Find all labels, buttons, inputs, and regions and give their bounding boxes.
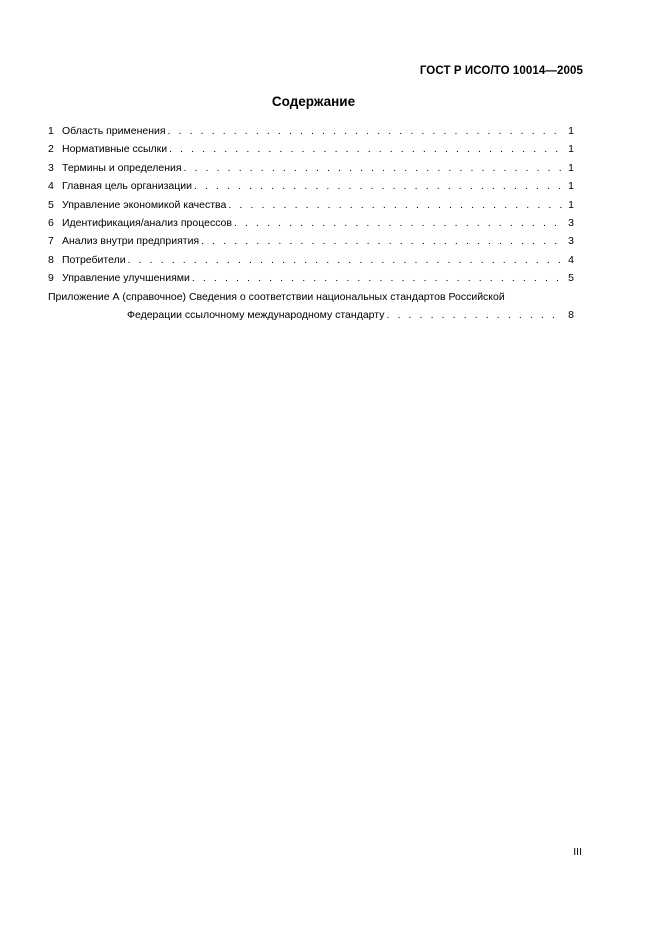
document-code: ГОСТ Р ИСО/ТО 10014—2005 [419,65,583,77]
toc-entry-page: 3 [568,235,574,248]
toc-entry-label: Нормативные ссылки [62,143,168,156]
toc-entry-label: Область применения [62,125,166,137]
toc-entry-7[interactable] [48,232,574,250]
toc-dot-leader [194,177,564,195]
toc-dot-leader [386,306,564,324]
toc-dot-leader [201,232,564,250]
toc-entry-page: 4 [568,253,574,266]
toc-entry-label: Идентификация/анализ процессов [62,216,232,229]
toc-entry-label: Термины и определения [62,161,182,174]
toc-entry-page: 1 [568,125,574,137]
toc-entry-8[interactable] [48,251,574,269]
toc-entry-label: Управление улучшениями [62,272,190,285]
toc-entry-1[interactable] [48,122,574,140]
toc-entry-3[interactable] [48,159,574,177]
toc-entry-number: 8 [48,253,54,266]
toc-entry-4[interactable] [48,177,574,195]
toc-entry-number: 5 [48,198,54,211]
toc-entry-6[interactable] [48,214,574,232]
toc-dot-leader [169,140,564,158]
toc-appendix-page: 8 [568,308,574,321]
toc-appendix-a-line1[interactable]: Приложение А (справочное) Сведения о соответствии национальных стандартов Российской [48,290,505,303]
page-number: III [573,846,582,858]
toc-entry-number: 1 [48,125,54,137]
toc-entry-5[interactable] [48,196,574,214]
toc-entry-label: Управление экономикой качества [62,198,227,211]
toc-title: Содержание [271,94,356,109]
toc-entry-2[interactable] [48,140,574,158]
toc-entry-page: 5 [568,272,574,285]
toc-entry-number: 7 [48,235,54,248]
toc-entry-label: Потребители [62,253,126,266]
toc-entry-number: 6 [48,216,54,229]
toc-dot-leader [234,214,564,232]
toc-entry-label: Анализ внутри предприятия [62,235,200,248]
toc-dot-leader [184,159,565,177]
toc-appendix-a-line2[interactable] [48,306,574,324]
toc-entry-number: 4 [48,180,54,193]
toc-entry-page: 1 [568,198,574,211]
toc-dot-leader [228,196,564,214]
toc-entry-page: 1 [568,143,574,156]
toc-entry-9[interactable] [48,269,574,287]
toc-dot-leader [192,269,564,287]
toc-entry-page: 1 [568,161,574,174]
toc-entry-page: 1 [568,180,574,193]
toc-entry-label: Главная цель организации [62,180,192,193]
toc-entry-number: 2 [48,143,54,156]
table-of-contents [48,122,574,324]
toc-entry-number: 3 [48,161,54,174]
toc-entry-number: 9 [48,272,54,285]
toc-appendix-label: Федерации ссылочному международному стандарту [127,308,385,321]
toc-dot-leader [128,251,565,269]
toc-entry-page: 3 [568,216,574,229]
toc-dot-leader [168,122,565,140]
